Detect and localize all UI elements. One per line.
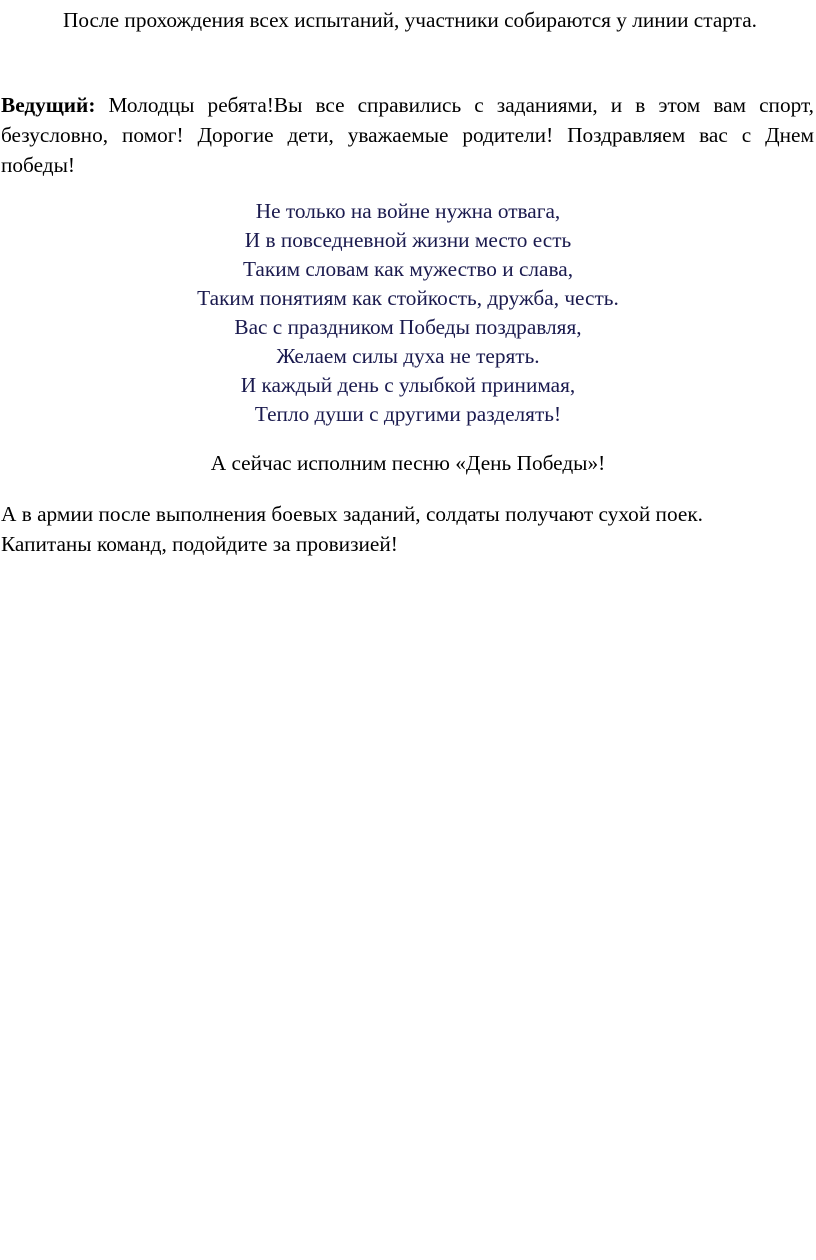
poem-line: Таким словам как мужество и слава, bbox=[242, 257, 574, 281]
poem-line: И каждый день с улыбкой принимая, bbox=[240, 373, 576, 397]
poem-line: Таким понятиям как стойкость, дружба, честь. bbox=[197, 286, 619, 310]
intro-paragraph: После прохождения всех испытаний, участники собираются у линии старта. bbox=[63, 8, 757, 32]
closing-paragraph bbox=[1, 499, 816, 559]
closing-line: Капитаны команд, подойдите за провизией! bbox=[1, 532, 398, 556]
poem bbox=[0, 197, 816, 429]
poem-line: И в повседневной жизни место есть bbox=[244, 228, 572, 252]
poem-line: Желаем силы духа не терять. bbox=[276, 344, 540, 368]
song-announcement: А сейчас исполним песню «День Победы»! bbox=[210, 451, 606, 475]
speaker-label: Ведущий: bbox=[1, 93, 96, 117]
poem-line: Вас с праздником Победы поздравляя, bbox=[234, 315, 582, 339]
host-speech-text: Молодцы ребята!Вы все справились с заданиями, и в этом вам спорт, безусловно, помог! Дорогие дети, уважаемые родители! Поздравляем вас с Днем победы! bbox=[1, 93, 814, 177]
poem-line: Не только на войне нужна отвага, bbox=[255, 199, 561, 223]
host-speech-paragraph bbox=[1, 90, 814, 180]
closing-line: А в армии после выполнения боевых заданий, солдаты получают сухой поек. bbox=[1, 502, 703, 526]
poem-line: Тепло души с другими разделять! bbox=[254, 402, 562, 426]
